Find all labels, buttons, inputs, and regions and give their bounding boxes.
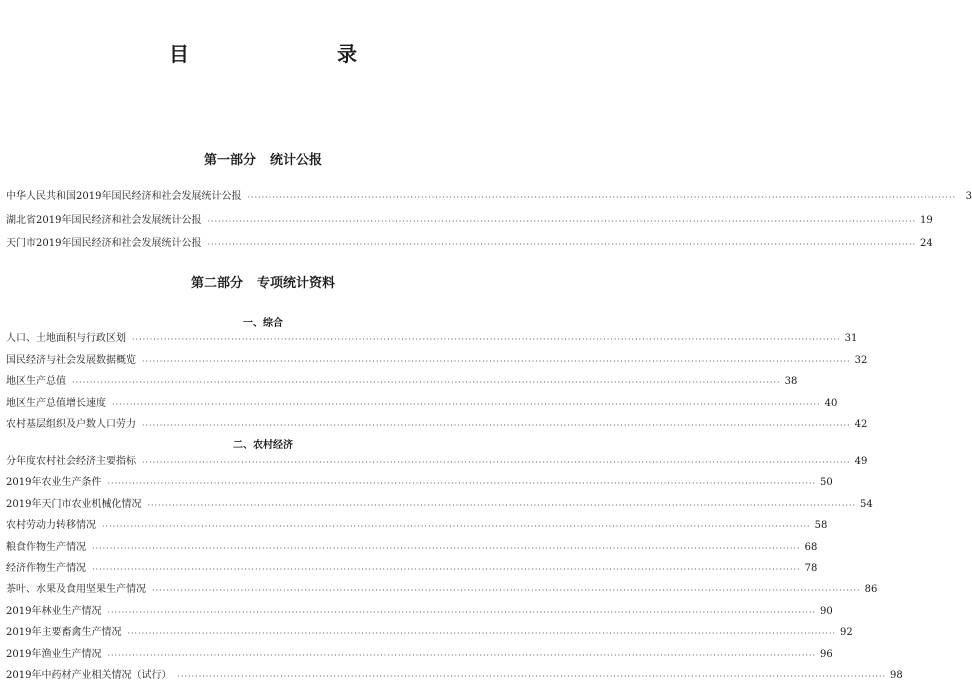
part-heading-1 (0, 149, 526, 168)
toc-entry-page-number: 92 (840, 627, 853, 639)
toc-entry-page-number: 38 (784, 376, 798, 387)
toc-entry[interactable] (6, 354, 868, 368)
dot-leader: ········································································································································································································ (142, 421, 851, 430)
toc-entry-page-number: 90 (820, 605, 833, 617)
toc-entry-page-number: 50 (820, 477, 833, 489)
dot-leader: ········································································································································································································ (107, 479, 817, 489)
toc-entry-label: 2019年渔业生产情况 (6, 648, 102, 660)
toc-entry-label: 2019年天门市农业机械化情况 (6, 498, 142, 510)
dot-leader: ········································································································································································································ (107, 650, 817, 660)
toc-entry-label: 茶叶、水果及食用坚果生产情况 (6, 584, 146, 596)
toc-entry-label: 分年度农村社会经济主要指标 (6, 456, 136, 467)
toc-entry[interactable] (6, 455, 868, 469)
part-number: 第二部分 (190, 276, 243, 291)
toc-entry[interactable] (6, 626, 853, 640)
toc-entry[interactable] (6, 519, 828, 533)
toc-entry-label: 湖北省2019年国民经济和社会发展统计公报 (6, 214, 202, 226)
part-heading-2 (0, 272, 526, 291)
toc-entry[interactable] (6, 190, 972, 204)
section-heading-2: 二、农村经济 (233, 440, 293, 451)
dot-leader: ········································································································································································································ (142, 356, 851, 366)
toc-entry-label: 农村基层组织及户数人口劳力 (6, 419, 136, 430)
toc-entry[interactable] (6, 214, 933, 228)
dot-leader: ········································································································································································································ (207, 240, 917, 249)
toc-entry[interactable] (6, 332, 858, 346)
dot-leader: ········································································································································································································ (92, 565, 801, 574)
toc-entry[interactable] (6, 648, 833, 662)
dot-leader: ········································································································································································································ (92, 543, 801, 553)
dot-leader: ········································································································································································································ (107, 607, 817, 617)
toc-entry-page-number: 78 (804, 563, 818, 574)
part-number: 第一部分 (203, 153, 256, 168)
section-heading-1: 一、综合 (243, 318, 283, 329)
dot-leader: ········································································································································································································ (102, 522, 811, 532)
toc-entry-label: 2019年中药材产业相关情况（试行） (6, 670, 172, 681)
toc-entry-page-number: 19 (920, 214, 933, 226)
toc-entry-label: 农村劳动力转移情况 (6, 520, 96, 532)
toc-entry[interactable] (6, 397, 838, 411)
dot-leader: ········································································································································································································ (247, 193, 957, 202)
toc-entry-label: 国民经济与社会发展数据概览 (6, 354, 136, 366)
toc-entry-label: 2019年主要畜禽生产情况 (6, 627, 122, 639)
toc-entry[interactable] (6, 669, 903, 683)
toc-entry-page-number: 96 (820, 648, 833, 660)
toc-entry-page-number: 86 (864, 584, 878, 596)
dot-leader: ········································································································································································································ (177, 672, 887, 681)
toc-entry-label: 2019年农业生产条件 (6, 477, 102, 489)
toc-entry-page-number: 98 (890, 670, 903, 681)
toc-entry[interactable] (6, 237, 933, 251)
toc-entry-label: 中华人民共和国2019年国民经济和社会发展统计公报 (6, 191, 242, 202)
toc-entry-page-number: 58 (814, 520, 828, 532)
dot-leader: ········································································································································································································ (112, 399, 821, 409)
dot-leader: ········································································································································································································ (72, 378, 781, 387)
part-name: 专项统计资料 (257, 276, 336, 291)
toc-entry[interactable] (6, 476, 833, 490)
dot-leader: ········································································································································································································ (127, 629, 837, 639)
toc-entry[interactable] (6, 583, 878, 597)
dot-leader: ········································································································································································································ (152, 586, 861, 596)
toc-entry[interactable] (6, 498, 873, 512)
toc-entry-label: 经济作物生产情况 (6, 563, 86, 574)
toc-entry-page-number: 49 (854, 456, 868, 467)
toc-entry[interactable] (6, 418, 868, 432)
toc-entry[interactable] (6, 375, 798, 389)
dot-leader: ········································································································································································································ (147, 500, 857, 510)
toc-entry-page-number: 40 (824, 397, 838, 409)
toc-entry-label: 粮食作物生产情况 (6, 541, 86, 553)
toc-entry[interactable] (6, 541, 818, 555)
dot-leader: ········································································································································································································ (207, 216, 917, 226)
dot-leader: ········································································································································································································ (132, 335, 841, 344)
toc-entry-page-number: 3 (965, 191, 972, 202)
toc-entry-page-number: 32 (854, 354, 868, 366)
part-name: 统计公报 (270, 153, 323, 168)
page-title: 目 录 (169, 42, 393, 66)
toc-entry-page-number: 31 (844, 333, 858, 344)
toc-entry-label: 地区生产总值增长速度 (6, 397, 106, 409)
toc-entry-page-number: 68 (804, 541, 818, 553)
toc-entry[interactable] (6, 562, 818, 576)
toc-entry-label: 2019年林业生产情况 (6, 605, 102, 617)
toc-entry-label: 天门市2019年国民经济和社会发展统计公报 (6, 238, 202, 249)
toc-entry-label: 地区生产总值 (6, 376, 66, 387)
dot-leader: ········································································································································································································ (142, 458, 851, 467)
toc-entry-page-number: 54 (860, 498, 873, 510)
toc-entry-page-number: 42 (854, 419, 868, 430)
toc-entry-page-number: 24 (920, 238, 933, 249)
toc-entry-label: 人口、土地面积与行政区划 (6, 333, 126, 344)
toc-entry[interactable] (6, 605, 833, 619)
